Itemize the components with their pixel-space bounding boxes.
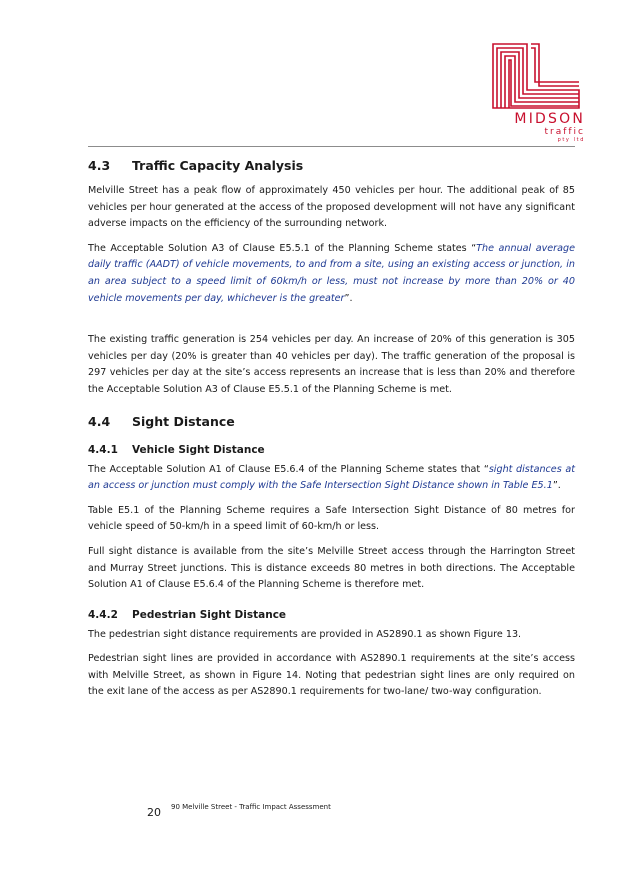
text-run: The Acceptable Solution A3 of Clause E5.5.1 of the Planning Scheme states “ bbox=[88, 242, 477, 254]
section-number: 4.4 bbox=[88, 413, 111, 429]
section-title: Traffic Capacity Analysis bbox=[132, 158, 304, 173]
logo-sub2: pty ltd bbox=[557, 137, 585, 143]
quote-text: The annual average daily traffic (AADT) of vehicle movements, to and from a site, using an existing access or junction, in an area subject to a speed limit of 60km/h or less, must not increase by more than 20% or 40 vehicle movements per day, whichever is the greater bbox=[88, 242, 575, 304]
quote-text: sight distances at an access or junction must comply with the Safe Intersection Sight Distance shown in Table E5.1 bbox=[88, 463, 575, 492]
logo-sub: traffic bbox=[544, 127, 585, 137]
paragraph: Melville Street has a peak flow of approximately 450 vehicles per hour. The additional peak of 85 vehicles per hour generated at the access of the proposed development will not have any significant adverse impacts on the efficiency of the surrounding network. bbox=[88, 185, 575, 230]
paragraph-quote bbox=[88, 241, 575, 307]
midson-logo bbox=[487, 38, 585, 143]
paragraph-quote bbox=[88, 462, 575, 495]
header-rule bbox=[88, 146, 575, 147]
page-number: 20 bbox=[147, 806, 161, 819]
paragraph: Table E5.1 of the Planning Scheme requires a Safe Intersection Sight Distance of 80 metres for vehicle speed of 50-km/h in a speed limit of 60-km/h or less. bbox=[88, 504, 575, 533]
section-heading-4-4-2 bbox=[88, 608, 575, 622]
section-number: 4.3 bbox=[88, 158, 111, 173]
document-body bbox=[88, 157, 575, 701]
section-title: Sight Distance bbox=[132, 413, 235, 429]
section-number: 4.4.1 bbox=[88, 443, 118, 456]
paragraph: Pedestrian sight lines are provided in accordance with AS2890.1 requirements at the site’s access with Melville Street, as shown in Figure 14. Noting that pedestrian sight lines are only required on the exit lane of the access as per AS2890.1 requirements for two-lane/ two-way configuration. bbox=[88, 653, 575, 698]
paragraph: The pedestrian sight distance requirements are provided in AS2890.1 as shown Figure 13. bbox=[88, 628, 522, 640]
section-title: Pedestrian Sight Distance bbox=[132, 608, 287, 621]
section-title: Vehicle Sight Distance bbox=[132, 443, 265, 456]
logo-name: MIDSON bbox=[514, 111, 585, 127]
text-run: ”. bbox=[552, 480, 561, 492]
text-run: The Acceptable Solution A1 of Clause E5.6.4 of the Planning Scheme states that “ bbox=[88, 463, 489, 475]
section-number: 4.4.2 bbox=[88, 608, 118, 621]
paragraph: The existing traffic generation is 254 vehicles per day. An increase of 20% of this generation is 305 vehicles per day (20% is greater than 40 vehicles per day). The traffic generation of the proposal is 297 vehicles per day at the site’s access represents an increase that is less than 20% and therefore the Acceptable Solution A3 of Clause E5.5.1 of the Planning Scheme is met. bbox=[88, 334, 575, 395]
footer-title: 90 Melville Street - Traffic Impact Assessment bbox=[171, 803, 331, 811]
section-heading-4-4-1 bbox=[88, 443, 575, 457]
paragraph: Full sight distance is available from the site’s Melville Street access through the Harrington Street and Murray Street junctions. This is distance exceeds 80 metres in both directions. The Acceptable Solution A1 of Clause E5.6.4 of the Planning Scheme is therefore met. bbox=[88, 545, 575, 591]
section-heading-4-4 bbox=[88, 413, 575, 431]
section-heading-4-3 bbox=[88, 157, 575, 175]
midson-logo-mark bbox=[487, 38, 585, 110]
text-run: ”. bbox=[344, 292, 353, 304]
